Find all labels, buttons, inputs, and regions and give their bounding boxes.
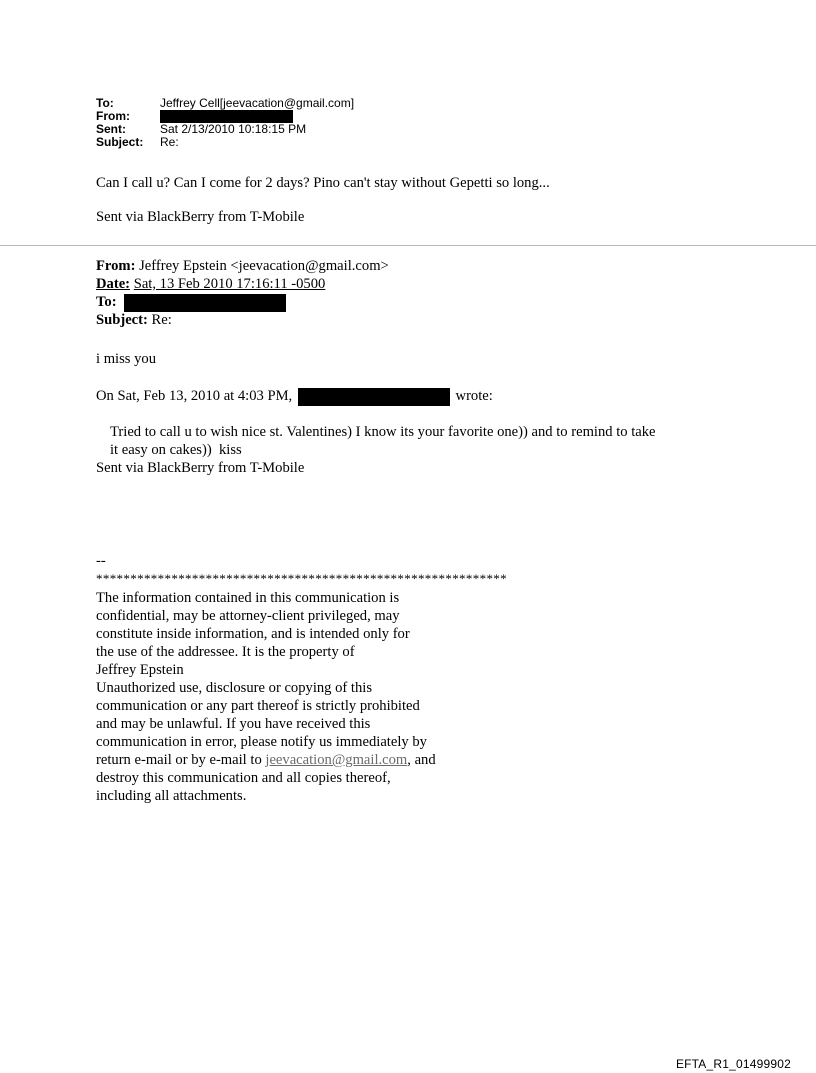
email1-from-label: From: [96, 109, 130, 123]
email1-body: Can I call u? Can I come for 2 days? Pino can't stay without Gepetti so long... [96, 175, 550, 191]
quote-intro-suffix: wrote: [455, 388, 493, 404]
email2-date-label: Date: [96, 276, 131, 292]
quote-signature: Sent via BlackBerry from T-Mobile [96, 460, 305, 476]
email1-to-value: Jeffrey Cell[jeevacation@gmail.com] [160, 96, 355, 110]
email1-to-row [96, 97, 354, 110]
email1-sent-label: Sent: [96, 122, 126, 136]
email2-body: i miss you [96, 351, 157, 367]
email1-header [96, 97, 354, 149]
quote-intro-prefix: On Sat, Feb 13, 2010 at 4:03 PM, [96, 388, 293, 404]
email1-subject-label: Subject: [96, 135, 144, 149]
disclaimer-line: including all attachments. [96, 788, 247, 804]
email2-from-row [96, 257, 389, 275]
disclaimer-line: the use of the addressee. It is the property of [96, 644, 355, 660]
email2-date-value: Sat, 13 Feb 2010 17:16:11 -0500 [133, 276, 326, 292]
divider-line [0, 245, 816, 246]
quote-author-redaction [298, 388, 450, 406]
disclaimer-return-suffix: , and [407, 752, 436, 768]
email1-subject-value: Re: [160, 135, 179, 149]
disclaimer-line: destroy this communication and all copies thereof, [96, 770, 391, 786]
disclaimer-text [96, 589, 476, 805]
email1-subject-row [96, 136, 354, 149]
email1-signature: Sent via BlackBerry from T-Mobile [96, 209, 305, 225]
disclaimer-stars: ************************************************************ [96, 571, 507, 586]
document-id: EFTA_R1_01499902 [675, 1057, 791, 1071]
email2-date-row [96, 275, 389, 293]
disclaimer-dashes: -- [96, 553, 106, 569]
email-link[interactable]: jeevacation@gmail.com [265, 752, 408, 768]
disclaimer-line: and may be unlawful. If you have received this [96, 716, 371, 732]
email2-subject-label: Subject: [96, 312, 148, 328]
disclaimer-line: Jeffrey Epstein [96, 662, 184, 678]
quote-line-1: Tried to call u to wish nice st. Valentines) I know its your favorite one)) and to remind to take [110, 424, 656, 440]
quoted-message [110, 423, 730, 459]
disclaimer-line: communication or any part thereof is strictly prohibited [96, 698, 420, 714]
disclaimer-line: The information contained in this communication is [96, 590, 400, 606]
disclaimer-line: Unauthorized use, disclosure or copying of this [96, 680, 373, 696]
email2-header [96, 257, 389, 329]
disclaimer-line-return [96, 751, 476, 769]
disclaimer-line: constitute inside information, and is intended only for [96, 626, 410, 642]
disclaimer-line: confidential, may be attorney-client privileged, may [96, 608, 400, 624]
email2-from-label: From: [96, 258, 136, 274]
email1-sent-value: Sat 2/13/2010 10:18:15 PM [160, 122, 307, 136]
email2-to-label: To: [96, 294, 117, 310]
quote-line-2: it easy on cakes)) kiss [110, 442, 242, 458]
quote-intro [96, 387, 493, 406]
disclaimer-return-prefix: return e-mail or by e-mail to [96, 752, 266, 768]
email2-to-row [96, 293, 389, 311]
email1-to-label: To: [96, 96, 114, 110]
email2-subject-row [96, 311, 389, 329]
disclaimer-line: communication in error, please notify us immediately by [96, 734, 427, 750]
email2-subject-value: Re: [151, 312, 172, 328]
email2-from-value: Jeffrey Epstein <jeevacation@gmail.com> [139, 258, 389, 274]
email2-to-redaction [124, 294, 286, 312]
